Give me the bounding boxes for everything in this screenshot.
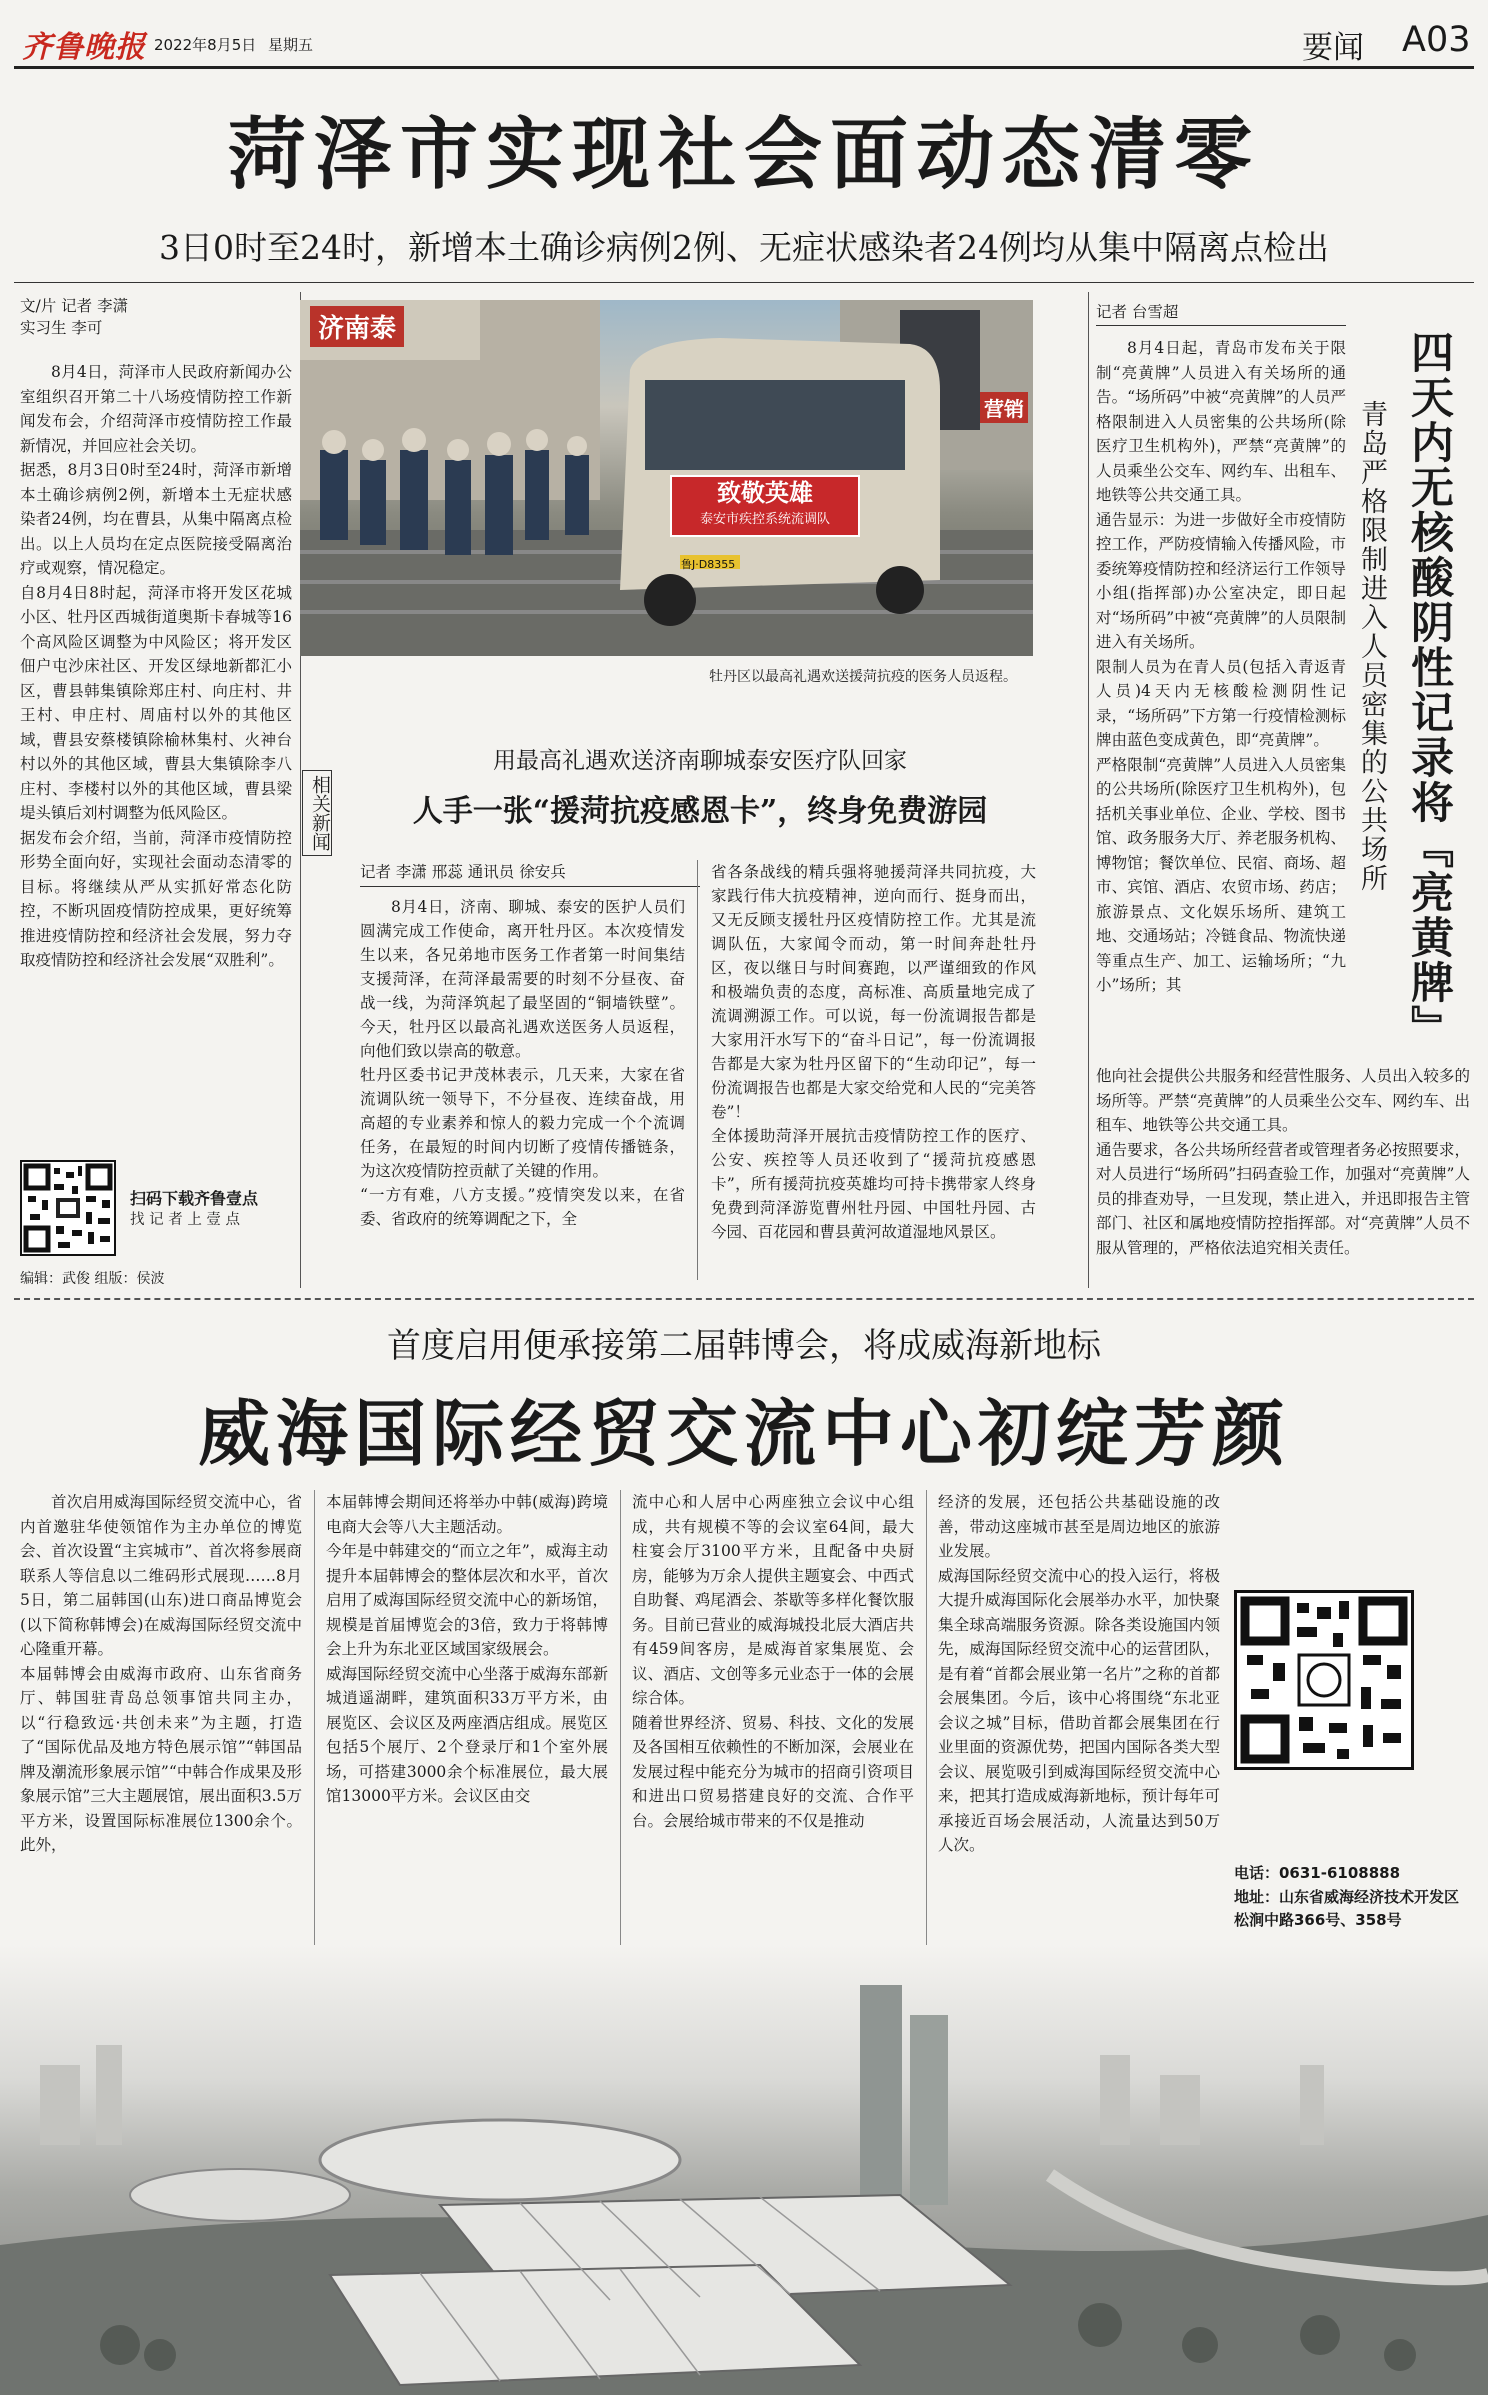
issue-weekday: 星期五 [268, 36, 314, 54]
story4-div1 [314, 1490, 315, 1960]
story3-body-bottom: 他向社会提供公共服务和经营性服务、人员出入较多的场所等。严禁“亮黄牌”的人员乘坐公交车、网约车、出租车、地铁等公共交通工具。 通告要求，各公共场所经营者或管理者务必按照要求，对人员进行“场所码”扫码查验工作，加强对“亮黄牌”人员的排查劝导，一旦发现，禁止进入，并迅即报告主管部门、社区和属地疫情防控指挥部。对“亮黄牌”人员不服从管理的，严格依法追究相关责任。 [1096, 1067, 1470, 1257]
story3-subhead: 青岛严格限制进入人员密集的公共场所 [1356, 400, 1387, 893]
story1-headline: 菏泽市实现社会面动态清零 [227, 109, 1260, 200]
editor-credit: 编辑：武俊 组版：侯波 [20, 1271, 165, 1287]
contact-phone: 电话：0631-6108888 [1234, 1864, 1401, 1882]
story3-body-top: 8月4日起，青岛市发布关于限制“亮黄牌”人员进入有关场所的通告。“场所码”中被“亮黄牌”的人员严格限制进入人员密集的公共场所(除医疗卫生机构外)，严禁“亮黄牌”的人员乘坐公交车、网约车、出租车、地铁等公共交通工具。 通告显示：为进一步做好全市疫情防控工作，严防疫情输入传播风险，市委统筹疫情防控和经济运行工作领导小组(指挥部)办公室决定，即日起对“场所码”中被“亮黄牌”的人员限制进入有关场所。 限制人员为在青人员(包括入青返青人员)4天内无核酸检测阴性记录，“场所码”下方第一行疫情检测标牌由蓝色变成黄色，即“亮黄牌”。 严格限制“亮黄牌”人员进入人员密集的公共场所(除医疗卫生机构外)，包括机关事业单位、企业、学校、图书馆、政务服务大厅、养老服务机构、博物馆；餐饮单位、民宿、商场、超市、宾馆、酒店、农贸市场、药店；旅游景点、文化娱乐场所、建筑工地、交通场站；冷链食品、物流快递等重点生产、加工、运输场所；“九小”场所；其 [1096, 339, 1346, 994]
story4-col1: 首次启用威海国际经贸交流中心，省内首邀驻华使领馆作为主办单位的博览会、首次设置“主宾城市”、首次将参展商联系人等信息以二维码形式展现……8月5日，第二届韩国(山东)进口商品博览会(以下简称韩博会)在威海国际经贸交流中心隆重开幕。 本届韩博会由威海市政府、山东省商务厅、韩国驻青岛总领事馆共同主办，以“行稳致远·共创未来”为主题，打造了“国际优品及地方特色展示馆”“韩国品牌及潮流形象展示馆”“中韩合作成果及形象展示馆”三大主题展馆，展出面积3.5万平方米，设置国际标准展位1300余个。此外， [20, 1493, 302, 1854]
story3-byline: 记者 台雪超 [1096, 300, 1346, 326]
story4-col2: 本届韩博会期间还将举办中韩(威海)跨境电商大会等八大主题活动。 今年是中韩建交的“而立之年”，威海主动提升本届韩博会的整体层次和水平，首次启用了威海国际经贸交流中心的新场馆，规模是首届博览会的3倍，致力于将韩博会上升为东北亚区域国家级展会。 威海国际经贸交流中心坐落于威海东部新城逍遥湖畔，建筑面积33万平方米，由展览区、会议区及两座酒店组成。展览区包括5个展厅、2个登录厅和1个室外展场，可搭建3000余个标准展位，最大展馆13000平方米。会议区由交 [326, 1493, 608, 1805]
story4-headline: 威海国际经贸交流中心初绽芳颜 [197, 1391, 1290, 1476]
story3-headline: 四天内无核酸阴性记录将『亮黄牌』 [1404, 330, 1454, 1050]
bus-plate: 鲁J·D8355 [681, 558, 736, 571]
bus-banner [670, 475, 860, 537]
masthead [14, 14, 1474, 64]
byline-line-2: 实习生 李可 [20, 319, 103, 337]
app-qr-block[interactable] [20, 1160, 292, 1270]
page-number: A03 [1402, 20, 1471, 60]
qr-subtitle: 找 记 者 上 壹 点 [130, 1212, 241, 1228]
banner-line-1: 致敬英雄 [717, 478, 813, 507]
section-divider [14, 1298, 1474, 1300]
story1-body: 8月4日，菏泽市人民政府新闻办公室组织召开第二十八场疫情防控工作新闻发布会，介绍菏泽市疫情防控工作最新情况，并回应社会关切。 据悉，8月3日0时至24时，菏泽市新增本土确诊病例2例，新增本土无症状感染者24例，均在曹县，从集中隔离点检出。以上人员均在定点医院接受隔离治疗或观察，情况稳定。 自8月4日8时起，菏泽市将开发区花城小区、牡丹区西城街道奥斯卡春城等16个高风险区调整为中风险区；将开发区佃户屯沙床社区、开发区绿地新都汇小区，曹县韩集镇除郑庄村、向庄村、井王村、申庄村、周庙村以外的其他区域，曹县安蔡楼镇除榆林集村、火神台村以外的其他区域，曹县大集镇除李八庄村、李楼村以外的其他区域，曹县梁堤头镇后刘村调整为低风险区。 据发布会介绍，当前，菏泽市疫情防控形势全面向好，实现社会面动态清零的目标。将继续从严从实抓好常态化防控，不断巩固疫情防控成果，更好统筹推进疫情防控和经济社会发展，努力夺取疫情防控和经济社会发展“双胜利”。 [20, 363, 292, 969]
banner-line-2: 泰安市疾控系统流调队 [699, 512, 830, 527]
photo1-caption: 牡丹区以最高礼遇欢送援菏抗疫的医务人员返程。 [709, 669, 1017, 685]
story2-headline: 人手一张“援菏抗疫感恩卡”，终身免费游园 [412, 794, 988, 829]
weihai-aerial-photo [0, 1945, 1488, 2395]
photo-right-sign: 营销 [980, 392, 1028, 423]
photo-top-sign: 济南泰 [310, 306, 404, 347]
story4-kicker: 首度启用便承接第二届韩博会，将成威海新地标 [387, 1326, 1101, 1366]
story2-byline: 记者 李潇 邢蕊 通讯员 徐安兵 [360, 860, 700, 887]
app-qr-code-icon[interactable] [20, 1160, 116, 1256]
issue-date: 2022年8月5日 [154, 36, 257, 54]
byline-line-1: 文/片 记者 李潇 [20, 297, 129, 315]
divider-right [1088, 292, 1089, 1288]
masthead-rule [14, 66, 1474, 69]
section-name: 要闻 [1302, 30, 1364, 66]
related-news-text: 相关新闻 [309, 775, 331, 851]
story1-photo [300, 300, 1033, 656]
story1-byline [20, 295, 290, 339]
story2-col-divider [697, 860, 698, 1280]
story1-subhead: 3日0时至24时，新增本土确诊病例2例、无症状感染者24例均从集中隔离点检出 [159, 228, 1329, 267]
story4-div3 [926, 1490, 927, 1960]
contact-address: 地址：山东省威海经济技术开发区松涧中路366号、358号 [1234, 1888, 1460, 1929]
story2-col2: 省各条战线的精兵强将驰援菏泽共同抗疫，大家践行伟大抗疫精神，逆向而行、挺身而出，又无反顾支援牡丹区疫情防控工作。尤其是流调队伍，大家闻令而动，第一时间奔赴牡丹区，夜以继日与时间赛跑，以严谨细致的作风和极端负责的态度，高标准、高质量地完成了流调溯源工作。可以说，每一份流调报告都是大家用汗水写下的“奋斗日记”，每一份流调报告都是大家为牡丹区留下的“生动印记”，每一份流调报告也都是大家交给党和人民的“完美答卷”！ 全体援助菏泽开展抗击疫情防控工作的医疗、公安、疾控等人员还收到了“援菏抗疫感恩卡”，所有援菏抗疫英雄均可持卡携带家人终身免费到菏泽游览曹州牡丹园、中国牡丹园、古今园、百花园和曹县黄河故道湿地风景区。 [711, 863, 1036, 1241]
story2-kicker: 用最高礼遇欢送济南聊城泰安医疗队回家 [493, 748, 907, 774]
related-news-label [302, 770, 332, 856]
weihai-qr-code-icon[interactable] [1234, 1590, 1414, 1770]
story1-rule [14, 282, 1474, 283]
qr-title: 扫码下载齐鲁壹点 [130, 1189, 259, 1208]
photo-scene-illustration [300, 300, 1033, 656]
story4-div2 [620, 1490, 621, 1960]
paper-logo: 齐鲁晚报 [22, 30, 146, 65]
story2-col1: 8月4日，济南、聊城、泰安的医护人员们圆满完成工作使命，离开牡丹区。本次疫情发生以来，各兄弟地市医务工作者第一时间集结支援菏泽，在菏泽最需要的时刻不分昼夜、奋战一线，为菏泽筑起了最坚固的“铜墙铁壁”。今天，牡丹区以最高礼遇欢送医务人员返程，向他们致以崇高的敬意。 牡丹区委书记尹茂林表示，几天来，大家在省流调队统一领导下，不分昼夜、连续奋战，用高超的专业素养和惊人的毅力完成一个个流调任务，在最短的时间内切断了疫情传播链条，为这次疫情防控贡献了关键的作用。 “一方有难，八方支援。”疫情突发以来，在省委、省政府的统筹调配之下，全 [360, 898, 685, 1228]
story4-col3: 流中心和人居中心两座独立会议中心组成，共有规模不等的会议室64间，最大柱宴会厅3100平方米，且配备中央厨房，能够为万余人提供主题宴会、中西式自助餐、鸡尾酒会、茶歇等多样化餐饮服务。目前已营业的威海城投北辰大酒店共有459间客房，是威海首家集展览、会议、酒店、文创等多元业态于一体的会展综合体。 随着世界经济、贸易、科技、文化的发展及各国相互依赖性的不断加深，会展业在发展过程中能充分为城市的招商引资项目和进出口贸易搭建良好的交流、合作平台。会展给城市带来的不仅是推动 [632, 1493, 914, 1830]
story4-col4: 经济的发展，还包括公共基础设施的改善，带动这座城市甚至是周边地区的旅游业发展。 威海国际经贸交流中心的投入运行，将极大提升威海国际化会展举办水平，加快聚集全球高端服务资源。除各类设施国内领先，威海国际经贸交流中心的运营团队，是有着“首都会展业第一名片”之称的首都会展集团。今后，该中心将围绕“东北亚会议之城”目标，借助首都会展集团在行业里面的资源优势，把国内国际各类大型会议、展览吸引到威海国际经贸交流中心来，把其打造成威海新地标，预计每年可承接近百场会展活动，人流量达到50万人次。 [938, 1493, 1220, 1854]
aerial-scene-illustration [0, 1945, 1488, 2395]
